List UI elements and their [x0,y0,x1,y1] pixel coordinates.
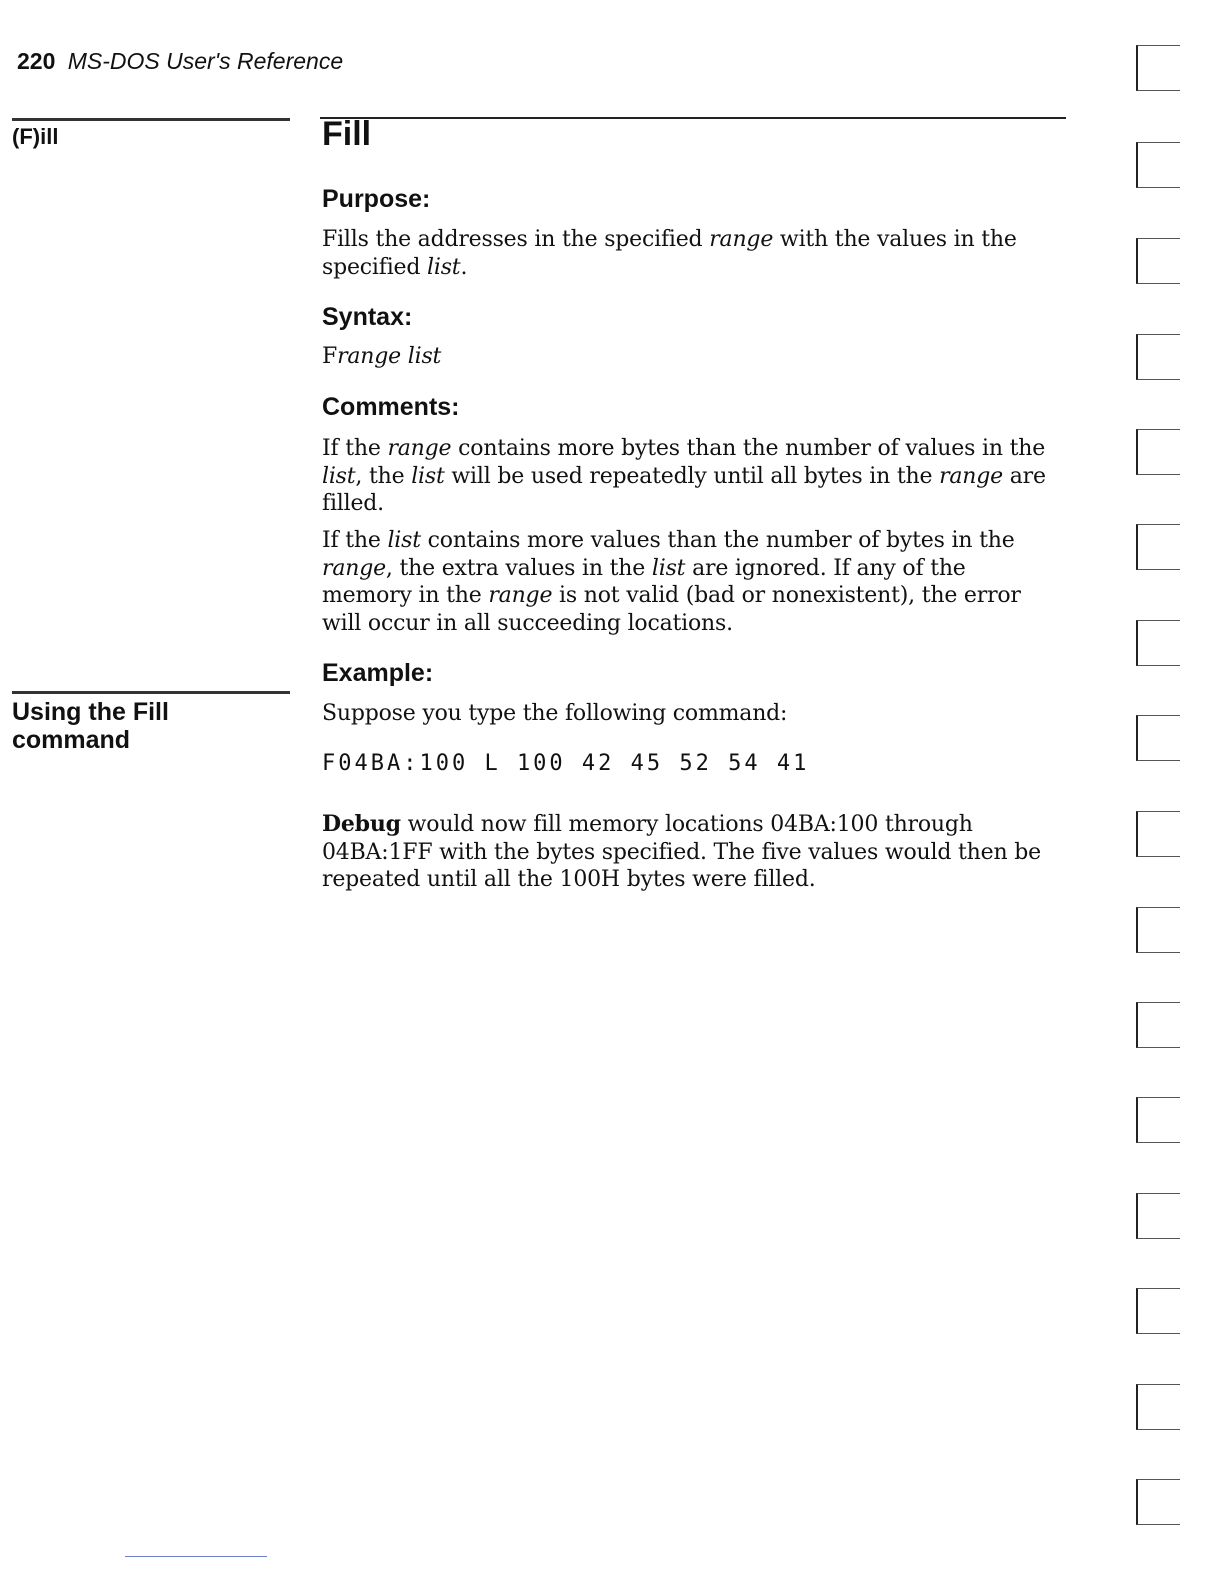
index-tab [1136,907,1180,953]
example-command: F04BA:100 L 100 42 45 52 54 41 [322,751,810,776]
syntax-text: Frange list [322,344,442,369]
book-title: MS-DOS User's Reference [67,48,344,74]
footer-line [125,1556,267,1557]
page-title: Fill [322,115,372,153]
comments-paragraph-2: If the list contains more values than the number of bytes in the range, the extra values in the list are ignored. If any of the memory in the range is not valid (bad or nonexistent), the error will occur in all succeeding locations. [322,528,1021,636]
index-tab [1136,1384,1180,1430]
index-tab [1136,1479,1180,1525]
index-tab [1136,1097,1180,1143]
comments-paragraph-1: If the range contains more bytes than the number of values in the list, the list will be used repeatedly until all bytes in the range are filled. [322,436,1046,516]
title-rule [320,117,1066,119]
index-tab [1136,620,1180,666]
index-tab [1136,142,1180,188]
sidebar-rule [12,691,290,694]
purpose-text: Fills the addresses in the specified range with the values in the specified list. [322,227,1017,280]
sidebar-rule [12,118,290,121]
page-header [17,48,343,75]
purpose-heading: Purpose: [322,185,431,213]
comments-heading: Comments: [322,393,460,421]
example-heading: Example: [322,659,434,687]
page-number: 220 [17,48,56,74]
index-tab [1136,715,1180,761]
index-tab [1136,1002,1180,1048]
example-result: Debug would now fill memory locations 04BA:100 through 04BA:1FF with the bytes specified. The five values would then be repeated until all the 100H bytes were filled. [322,811,1041,892]
index-tab [1136,334,1180,380]
index-tab [1136,45,1180,91]
example-intro: Suppose you type the following command: [322,701,788,726]
index-tab [1136,811,1180,857]
sidebar-using-label: Using the Fill command [12,698,169,754]
index-tab [1136,1288,1180,1334]
syntax-heading: Syntax: [322,303,413,331]
index-tab [1136,429,1180,475]
index-tab [1136,524,1180,570]
index-tab [1136,238,1180,284]
index-tab [1136,1193,1180,1239]
sidebar-fill-label: (F)ill [12,124,59,149]
